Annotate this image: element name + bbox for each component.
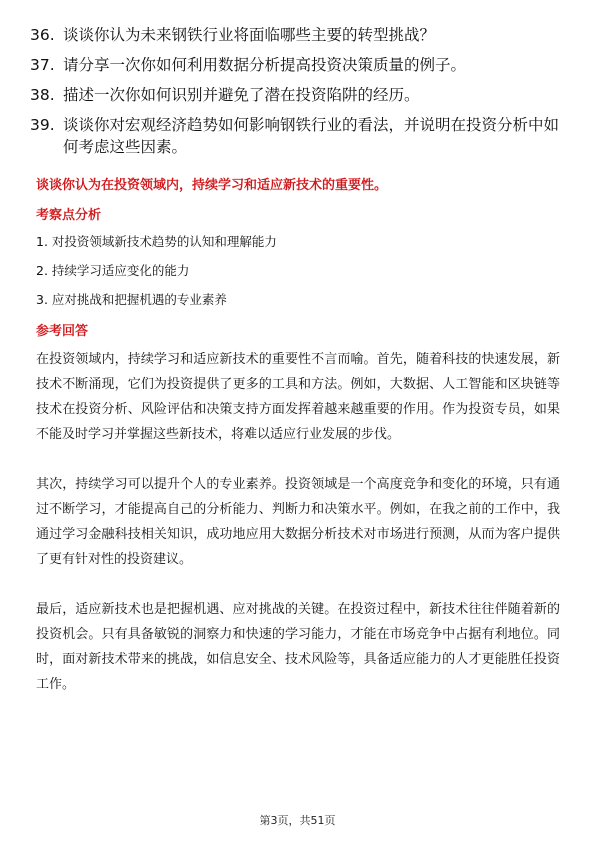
- question-text: 谈谈你对宏观经济趋势如何影响钢铁行业的看法，并说明在投资分析中如何考虑这些因素。: [63, 116, 560, 156]
- question-number: 39.: [30, 116, 55, 134]
- question-item: [30, 24, 570, 46]
- question-number: 38.: [30, 86, 55, 104]
- analysis-point: 1. 对投资领域新技术趋势的认知和理解能力: [36, 234, 277, 249]
- analysis-point: 2. 持续学习适应变化的能力: [36, 263, 190, 278]
- question-text: 请分享一次你如何利用数据分析提高投资决策质量的例子。: [63, 56, 467, 74]
- analysis-point: 3. 应对挑战和把握机遇的专业素养: [36, 292, 227, 307]
- answer-paragraph: 其次，持续学习可以提升个人的专业素养。投资领域是一个高度竞争和变化的环境，只有通过不断学习，才能提高自己的分析能力、判断力和决策水平。例如，在我之前的工作中，我通过学习金融科技相关知识，成功地应用大数据分析技术对市场进行预测，从而为客户提供了更有针对性的投资建议。: [36, 477, 560, 567]
- answer-heading: 参考回答: [36, 324, 89, 339]
- question-list: [30, 24, 570, 158]
- answer-paragraph: 最后，适应新技术也是把握机遇、应对挑战的关键。在投资过程中，新技术往往伴随着新的投资机会。只有具备敏锐的洞察力和快速的学习能力，才能在市场竞争中占据有利地位。同时，面对新技术带来的挑战，如信息安全、技术风险等，具备适应能力的人才更能胜任投资工作。: [36, 602, 560, 692]
- question-item: [30, 84, 570, 106]
- question-item: [30, 114, 570, 158]
- analysis-heading: 考察点分析: [36, 208, 102, 223]
- answer-body: [36, 347, 560, 697]
- question-number: 36.: [30, 26, 55, 44]
- question-text: 描述一次你如何识别并避免了潜在投资陷阱的经历。: [63, 86, 420, 104]
- question-item: [30, 54, 570, 76]
- question-text: 谈谈你认为未来钢铁行业将面临哪些主要的转型挑战？: [63, 26, 436, 44]
- answer-paragraph: 在投资领域内，持续学习和适应新技术的重要性不言而喻。首先，随着科技的快速发展，新技术不断涌现，它们为投资提供了更多的工具和方法。例如，大数据、人工智能和区块链等技术在投资分析、风险评估和决策支持方面发挥着越来越重要的作用。作为投资专员，如果不能及时学习并掌握这些新技术，将难以适应行业发展的步伐。: [36, 352, 560, 442]
- page-footer: 第3页，共51页: [259, 814, 336, 827]
- question-number: 37.: [30, 56, 55, 74]
- topic-title: 谈谈你认为在投资领域内，持续学习和适应新技术的重要性。: [36, 178, 388, 193]
